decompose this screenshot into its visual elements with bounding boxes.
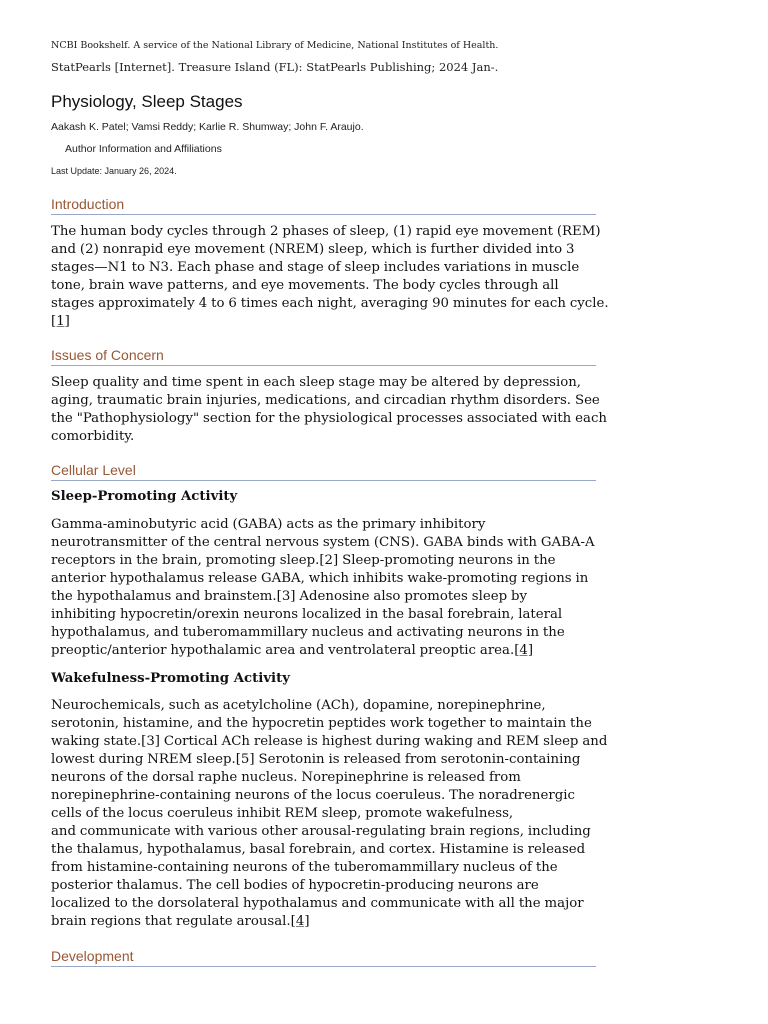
paragraph-line: from histamine-containing neurons of the tuberomammillary nucleus of the [51,860,558,875]
paragraph-line: and (2) nonrapid eye movement (NREM) sleep, which is further divided into 3 [51,242,575,257]
paragraph-line: the "Pathophysiology" section for the physiological processes associated with each [51,411,607,426]
author-affiliations-link[interactable]: Author Information and Affiliations [65,143,222,155]
section-heading-issues-of-concern: Issues of Concern [51,346,596,366]
paragraph-line: waking state.[3] Cortical ACh release is highest during waking and REM sleep and [51,734,608,749]
introduction-paragraph [51,223,609,331]
paragraph-line: serotonin, histamine, and the hypocretin peptides work together to maintain the [51,716,592,731]
paragraph-line: Gamma-aminobutyric acid (GABA) acts as the primary inhibitory [51,517,486,532]
paragraph-line: the thalamus, hypothalamus, basal forebrain, and cortex. Histamine is released [51,842,586,857]
paragraph-line: inhibiting hypocretin/orexin neurons localized in the basal forebrain, lateral [51,607,563,622]
paragraph-line: stages—N1 to N3. Each phase and stage of sleep includes variations in muscle [51,260,580,275]
paragraph-line: hypothalamus, and tuberomammillary nucleus and activating neurons in the [51,625,565,640]
paragraph-line: the hypothalamus and brainstem.[3] Adenosine also promotes sleep by [51,589,528,604]
subheading-sleep-promoting: Sleep-Promoting Activity [51,489,238,504]
citation-line: StatPearls [Internet]. Treasure Island (FL): StatPearls Publishing; 2024 Jan-. [51,60,499,74]
paragraph-line: anterior hypothalamus release GABA, which inhibits wake-promoting regions in [51,571,589,586]
paragraph-line: lowest during NREM sleep.[5] Serotonin is released from serotonin-containing [51,752,581,767]
paragraph-line: localized to the dorsolateral hypothalamus and communicate with all the major [51,896,584,911]
paragraph-line: brain regions that regulate arousal. [51,914,291,929]
section-heading-introduction: Introduction [51,195,596,215]
issues-paragraph [51,374,607,446]
paragraph-line: Sleep quality and time spent in each sleep stage may be altered by depression, [51,375,582,390]
paragraph-line: norepinephrine-containing neurons of the locus coeruleus. The noradrenergic [51,788,575,803]
subheading-wakefulness-promoting: Wakefulness-Promoting Activity [51,671,290,686]
section-heading-development: Development [51,947,596,967]
paragraph-line: neurotransmitter of the central nervous system (CNS). GABA binds with GABA-A [51,535,595,550]
reference-link-4[interactable]: [4] [514,643,534,658]
author-list: Aakash K. Patel; Vamsi Reddy; Karlie R. Shumway; John F. Araujo. [51,121,364,133]
section-heading-cellular-level: Cellular Level [51,461,596,481]
reference-link-4[interactable]: [4] [290,914,310,929]
paragraph-line: cells of the locus coeruleus inhibit REM sleep, promote wakefulness, [51,806,514,821]
paragraph-line: aging, traumatic brain injuries, medications, and circadian rhythm disorders. See [51,393,600,408]
paragraph-line: stages approximately 4 to 6 times each night, averaging 90 minutes for each cycle. [51,296,609,311]
paragraph-line: tone, brain wave patterns, and eye movements. The body cycles through all [51,278,559,293]
paragraph-line: receptors in the brain, promoting sleep.[2] Sleep-promoting neurons in the [51,553,556,568]
paragraph-line: posterior thalamus. The cell bodies of hypocretin-producing neurons are [51,878,539,893]
page-title: Physiology, Sleep Stages [51,92,243,111]
paragraph-line: neurons of the dorsal raphe nucleus. Norepinephrine is released from [51,770,521,785]
paragraph-line: The human body cycles through 2 phases of sleep, (1) rapid eye movement (REM) [51,224,601,239]
paragraph-line: and communicate with various other arousal-regulating brain regions, including [51,824,591,839]
wakefulness-promoting-paragraph [51,697,608,931]
sleep-promoting-paragraph [51,516,599,660]
bookshelf-source-line: NCBI Bookshelf. A service of the National Library of Medicine, National Institutes of Health. [51,40,499,51]
paragraph-line: Neurochemicals, such as acetylcholine (ACh), dopamine, norepinephrine, [51,698,546,713]
last-update-date: Last Update: January 26, 2024. [51,166,177,176]
paragraph-line: preoptic/anterior hypothalamic area and ventrolateral preoptic area. [51,643,515,658]
paragraph-line: comorbidity. [51,429,135,444]
reference-link-1[interactable]: [1] [51,314,70,329]
